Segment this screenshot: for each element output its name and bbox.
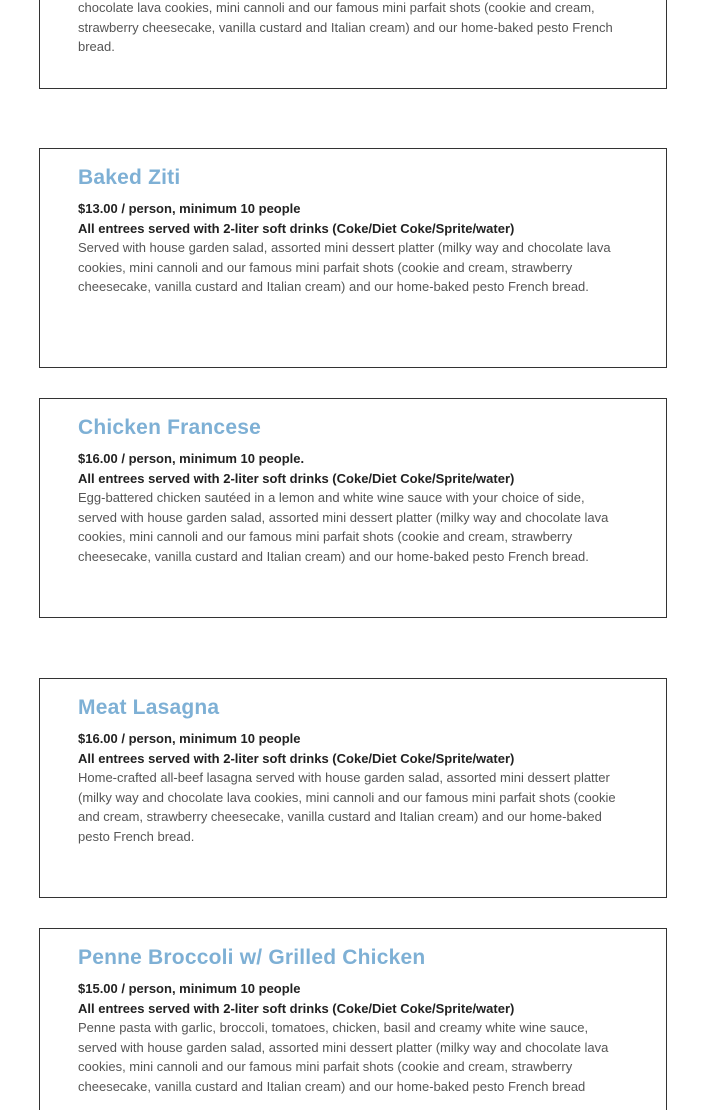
- menu-item-title: Meat Lasagna: [78, 696, 220, 719]
- menu-item-price: $16.00 / person, minimum 10 people: [78, 731, 301, 746]
- menu-item-description: Penne pasta with garlic, broccoli, tomatoes, chicken, basil and creamy white wine sauce, served with house garden salad, assorted mini dessert platter (milky way and chocolate lava cookies, mini cannoli and our famous mini parfait shots (cookie and cream, strawberry cheesecake, vanilla custard and Italian cream) and our home-baked pesto French bread: [78, 1020, 609, 1094]
- menu-item-description: Served with house garden salad, assorted mini dessert platter (milky way and chocolate lava cookies, mini cannoli and our famous mini parfait shots (cookie and cream, strawberry cheesecake, vanilla custard and Italian cream) and our home-baked pesto French bread.: [78, 240, 611, 295]
- menu-card-baked-ziti: [39, 148, 667, 368]
- menu-item-drinks: All entrees served with 2-liter soft drinks (Coke/Diet Coke/Sprite/water): [78, 750, 515, 766]
- menu-item-description: chocolate lava cookies, mini cannoli and our famous mini parfait shots (cookie and cream, strawberry cheesecake, vanilla custard and Italian cream) and our home-baked pesto French bread.: [78, 0, 613, 55]
- menu-item-drinks: All entrees served with 2-liter soft drinks (Coke/Diet Coke/Sprite/water): [78, 1000, 515, 1016]
- menu-card-penne-broccoli: [39, 928, 667, 1110]
- menu-card-partial: [39, 0, 667, 89]
- menu-item-description: Egg-battered chicken sautéed in a lemon and white wine sauce with your choice of side, served with house garden salad, assorted mini dessert platter (milky way and chocolate lava cookies, mini cannoli and our famous mini parfait shots (cookie and cream, strawberry cheesecake, vanilla custard and Italian cream) and our home-baked pesto French bread.: [78, 490, 609, 564]
- menu-item-price: $13.00 / person, minimum 10 people: [78, 201, 301, 216]
- menu-item-price: $15.00 / person, minimum 10 people: [78, 981, 301, 996]
- menu-item-drinks: All entrees served with 2-liter soft drinks (Coke/Diet Coke/Sprite/water): [78, 220, 515, 236]
- menu-card-meat-lasagna: [39, 678, 667, 898]
- menu-item-title: Penne Broccoli w/ Grilled Chicken: [78, 946, 426, 969]
- menu-item-drinks: All entrees served with 2-liter soft drinks (Coke/Diet Coke/Sprite/water): [78, 470, 515, 486]
- menu-item-price: $16.00 / person, minimum 10 people.: [78, 451, 305, 466]
- menu-card-chicken-francese: [39, 398, 667, 618]
- menu-item-title: Chicken Francese: [78, 416, 261, 439]
- menu-item-description: Home-crafted all-beef lasagna served with house garden salad, assorted mini dessert platter (milky way and chocolate lava cookies, mini cannoli and our famous mini parfait shots (cookie and cream, strawberry cheesecake, vanilla custard and Italian cream) and our home-baked pesto French bread.: [78, 770, 616, 844]
- menu-item-title: Baked Ziti: [78, 166, 181, 189]
